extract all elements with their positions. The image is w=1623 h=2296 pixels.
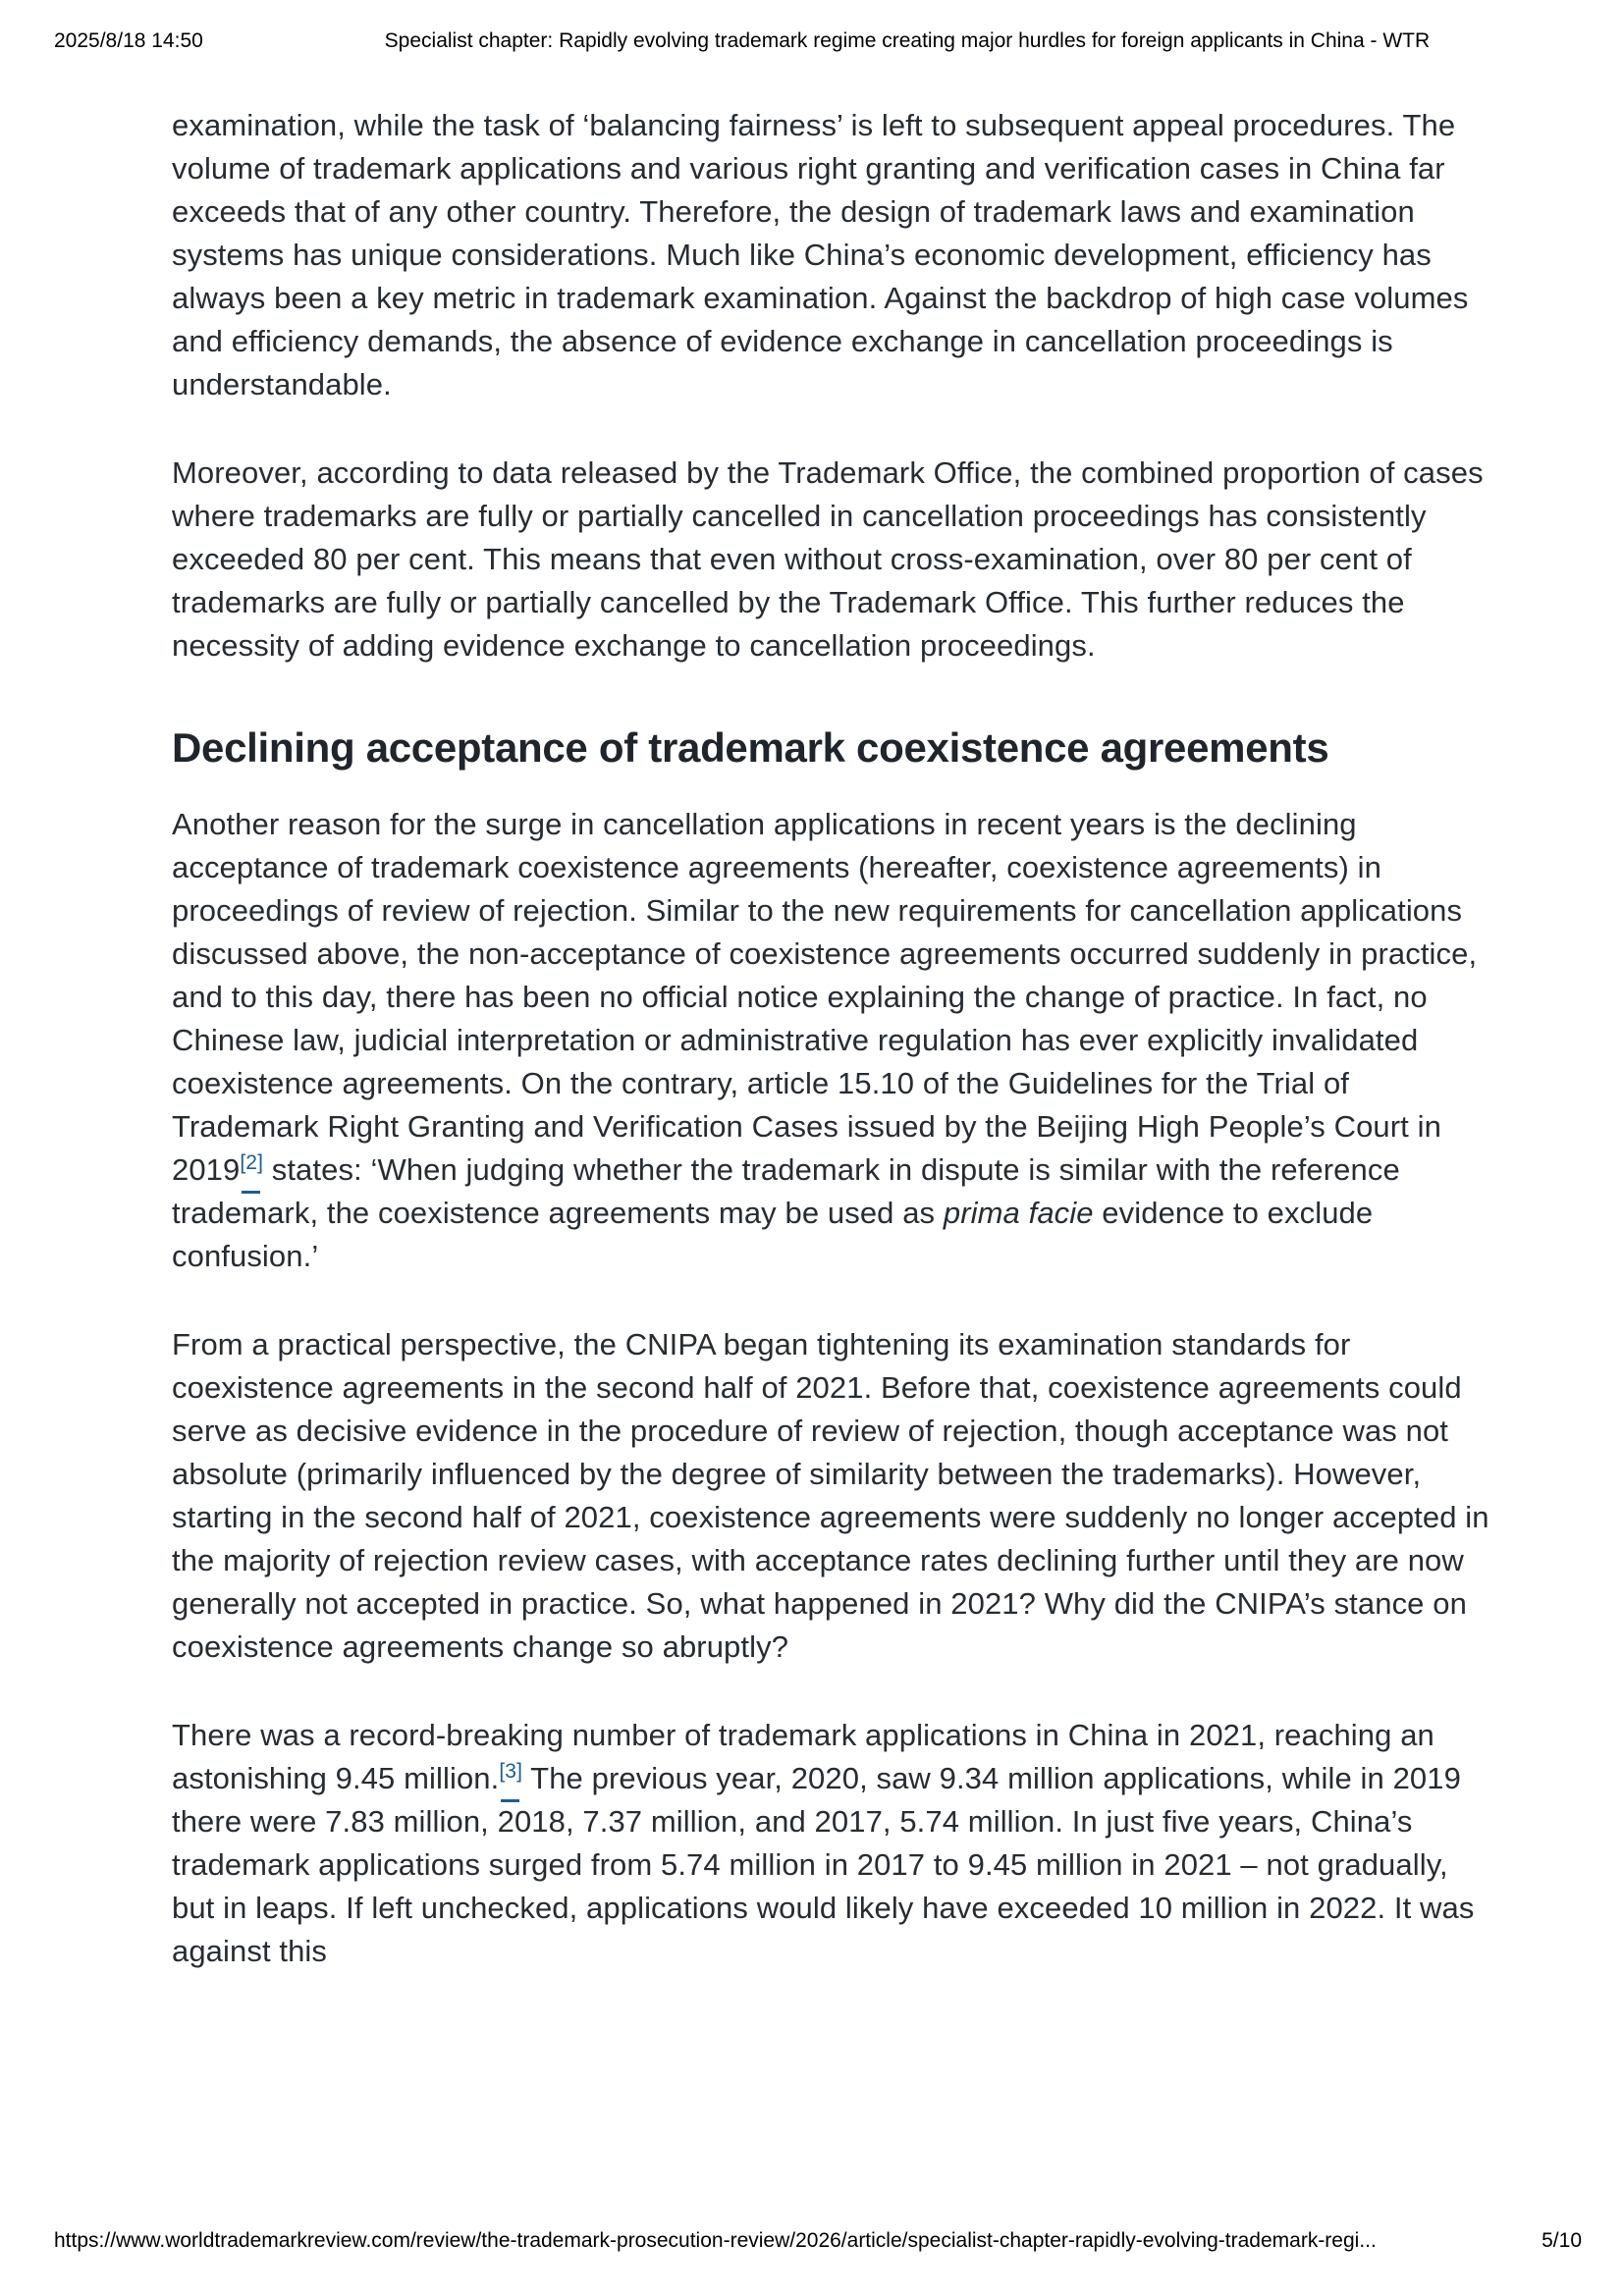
paragraph-examination: examination, while the task of ‘balancing fairness’ is left to subsequent appeal procedures. The volume of trademark applications and various right granting and verification cases in China far exceeds that of any other country. Therefore, the design of trademark laws and examination systems has unique considerations. Much like China’s economic development, efficiency has always been a key metric in trademark examination. Against the backdrop of high case volumes and efficiency demands, the absence of evidence exchange in cancellation proceedings is understandable. [172, 108, 1469, 401]
paragraph-text: states: ‘When judging whether the trademark in dispute is similar with the reference trademark, the coexistence agreements may be used as [172, 1152, 1400, 1230]
print-datetime: 2025/8/18 14:50 [54, 29, 203, 52]
paragraph-cnipa-practice: From a practical perspective, the CNIPA began tightening its examination standards for coexistence agreements in the second half of 2021. Before that, coexistence agreements could serve as decisive evidence in the procedure of review of rejection, though acceptance was not absolute (primarily influenced by the degree of similarity between the trademarks). However, starting in the second half of 2021, coexistence agreements were suddenly no longer accepted in the majority of rejection review cases, with acceptance rates declining further until they are now generally not accepted in practice. So, what happened in 2021? Why did the CNIPA’s stance on coexistence agreements change so abruptly? [172, 1327, 1489, 1664]
page-number: 5/10 [1542, 2229, 1582, 2252]
paragraph-text: The previous year, 2020, saw 9.34 million applications, while in 2019 there were 7.83 million, 2018, 7.37 million, and 2017, 5.74 million. In just five years, China’s trademark applications surged from 5.74 million in 2017 to 9.45 million in 2021 – not gradually, but in leaps. If left unchecked, applications would likely have exceeded 10 million in 2022. It was against this [172, 1761, 1475, 1968]
footnote-link-2[interactable]: [2] [240, 1150, 264, 1174]
paragraph-coexistence-agreements [172, 803, 1497, 1278]
paragraph-text: evidence to exclude confusion.’ [172, 1196, 1374, 1273]
footnote-link-3[interactable]: [3] [499, 1759, 523, 1783]
paragraph-text: There was a record-breaking number of trademark applications in China in 2021, reaching an astonishing 9.45 million. [172, 1718, 1434, 1795]
source-url: https://www.worldtrademarkreview.com/review/the-trademark-prosecution-review/2026/article/specialist-chapter-rapidly-evolving-trademark-regi... [54, 2229, 1377, 2252]
document-title: Specialist chapter: Rapidly evolving trademark regime creating major hurdles for foreign applicants in China - WTR [384, 29, 1431, 52]
paragraph-text: Another reason for the surge in cancellation applications in recent years is the declining acceptance of trademark coexistence agreements (hereafter, coexistence agreements) in proceedings of review of rejection. Similar to the new requirements for cancellation applications discussed above, the non-acceptance of coexistence agreements occurred suddenly in practice, and to this day, there has been no official notice explaining the change of practice. In fact, no Chinese law, judicial interpretation or administrative regulation has ever explicitly invalidated coexistence agreements. On the contrary, article 15.10 of the Guidelines for the Trial of Trademark Right Granting and Verification Cases issued by the Beijing High People’s Court in 2019 [172, 807, 1478, 1187]
paragraph-trademark-office-data: Moreover, according to data released by the Trademark Office, the combined proportion of cases where trademarks are fully or partially cancelled in cancellation proceedings has consistently exceeded 80 per cent. This means that even without cross-examination, over 80 per cent of trademarks are fully or partially cancelled by the Trademark Office. This further reduces the necessity of adding evidence exchange to cancellation proceedings. [172, 455, 1484, 663]
article-body [172, 104, 1497, 2018]
print-footer [54, 2229, 1582, 2253]
print-header [54, 29, 1582, 53]
section-heading: Declining acceptance of trademark coexistence agreements [172, 724, 1329, 771]
latin-term-prima-facie: prima facie [943, 1196, 1094, 1230]
paragraph-application-numbers [172, 1714, 1497, 1973]
